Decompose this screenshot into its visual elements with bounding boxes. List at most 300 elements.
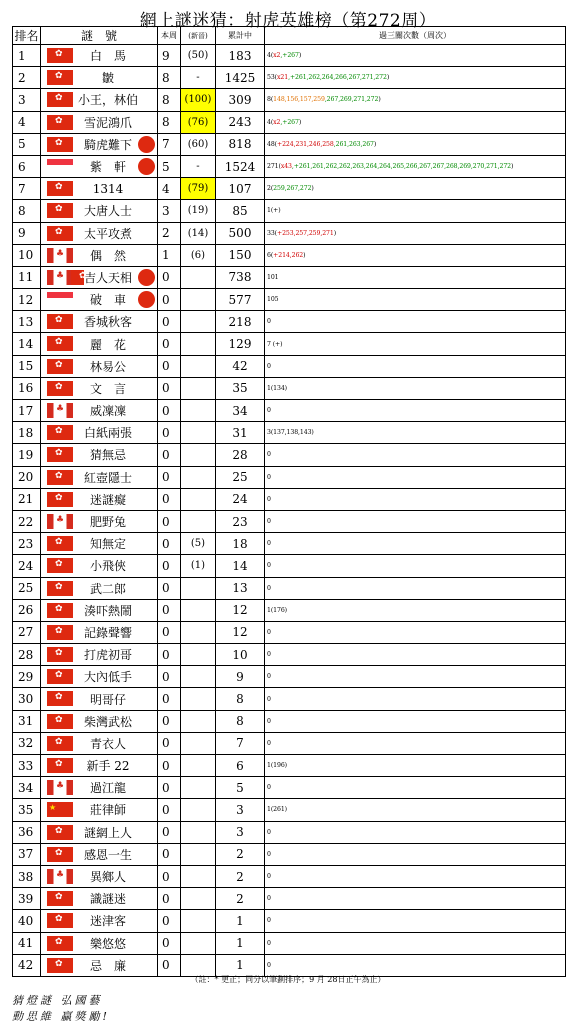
- rank-cell: 2: [13, 67, 41, 89]
- hk-flag-icon: [47, 137, 73, 152]
- history-segment: 1(261): [267, 806, 287, 814]
- name-cell: [41, 488, 158, 510]
- table-row: [13, 710, 566, 732]
- table-row: [13, 932, 566, 954]
- new-cell: [181, 932, 216, 954]
- week-cell: 0: [158, 510, 181, 532]
- rank-cell: 36: [13, 821, 41, 843]
- history-cell: [265, 67, 566, 89]
- table-row: [13, 799, 566, 821]
- history-segment: ): [511, 163, 514, 171]
- table-row: [13, 843, 566, 865]
- table-row: [13, 488, 566, 510]
- rank-cell: 21: [13, 488, 41, 510]
- history-segment: x2: [273, 118, 281, 126]
- history-cell: [265, 821, 566, 843]
- history-segment: 0: [267, 407, 271, 415]
- name-cell: [41, 910, 158, 932]
- week-cell: 0: [158, 599, 181, 621]
- table-row: [13, 865, 566, 887]
- hk-flag-icon: [47, 913, 73, 928]
- riddler-name: 小王，林伯: [77, 93, 138, 108]
- week-cell: 0: [158, 799, 181, 821]
- name-cell: [41, 577, 158, 599]
- riddler-name: 迷津客: [89, 914, 126, 929]
- history-segment: 0: [267, 828, 271, 836]
- name-cell: [41, 155, 158, 177]
- total-cell: 31: [216, 422, 265, 444]
- history-cell: [265, 422, 566, 444]
- rank-cell: 9: [13, 222, 41, 244]
- history-cell: [265, 178, 566, 200]
- name-cell: [41, 400, 158, 422]
- week-cell: 0: [158, 422, 181, 444]
- total-cell: 1: [216, 932, 265, 954]
- history-segment: 0: [267, 917, 271, 925]
- name-cell: [41, 444, 158, 466]
- new-cell: [181, 666, 216, 688]
- rank-cell: 14: [13, 333, 41, 355]
- history-cell: [265, 377, 566, 399]
- riddler-name: 騎虎難下: [83, 137, 132, 152]
- riddler-name: 大內低手: [83, 670, 132, 685]
- rank-cell: 4: [13, 111, 41, 133]
- table-row: [13, 155, 566, 177]
- total-cell: 25: [216, 466, 265, 488]
- riddler-name: 新手 22: [86, 759, 130, 774]
- rank-cell: 32: [13, 732, 41, 754]
- week-cell: 0: [158, 533, 181, 555]
- total-cell: 13: [216, 577, 265, 599]
- table-row: [13, 555, 566, 577]
- table-row: [13, 688, 566, 710]
- rank-cell: 20: [13, 466, 41, 488]
- week-cell: 0: [158, 843, 181, 865]
- total-cell: 5: [216, 777, 265, 799]
- history-cell: [265, 466, 566, 488]
- riddler-name: 異鄉人: [89, 870, 126, 885]
- history-segment: 1(176): [267, 606, 287, 614]
- total-cell: 183: [216, 45, 265, 67]
- week-cell: 2: [158, 222, 181, 244]
- history-cell: [265, 222, 566, 244]
- riddler-name: 過江龍: [89, 781, 126, 796]
- history-segment: ): [298, 118, 302, 126]
- history-segment: 1(+): [267, 207, 281, 215]
- total-cell: 150: [216, 244, 265, 266]
- week-cell: 0: [158, 666, 181, 688]
- rank-cell: 34: [13, 777, 41, 799]
- riddler-name: 皺: [101, 71, 114, 86]
- rank-cell: 10: [13, 244, 41, 266]
- riddler-name: 武二郎: [89, 581, 126, 596]
- name-cell: [41, 89, 158, 111]
- table-row: [13, 266, 566, 288]
- history-segment: ,+261,261,262,262,263,264,264,265,266,267,267,268,269,270,271,272: [291, 163, 512, 171]
- history-segment: 0: [267, 518, 271, 526]
- new-cell: [181, 688, 216, 710]
- total-cell: 6: [216, 755, 265, 777]
- total-cell: 7: [216, 732, 265, 754]
- signature-line-1: 猜燈謎 弘國藝: [12, 994, 103, 1007]
- rank-cell: 25: [13, 577, 41, 599]
- table-row: [13, 111, 566, 133]
- history-segment: 0: [267, 939, 271, 947]
- star-badge-icon: [138, 136, 155, 153]
- table-row: [13, 577, 566, 599]
- history-segment: ): [298, 52, 302, 60]
- history-cell: [265, 688, 566, 710]
- name-cell: [41, 799, 158, 821]
- history-cell: [265, 710, 566, 732]
- history-cell: [265, 865, 566, 887]
- total-cell: 12: [216, 599, 265, 621]
- history-segment: 0: [267, 628, 271, 636]
- history-cell: [265, 133, 566, 155]
- total-cell: 3: [216, 821, 265, 843]
- history-segment: 4(: [267, 52, 274, 60]
- history-cell: [265, 732, 566, 754]
- name-cell: [41, 755, 158, 777]
- hk-flag-icon: [47, 336, 73, 351]
- hk-flag-icon: [47, 181, 73, 196]
- hk-flag-icon: [47, 226, 73, 241]
- total-cell: 85: [216, 200, 265, 222]
- week-cell: 8: [158, 89, 181, 111]
- week-cell: 8: [158, 67, 181, 89]
- riddler-name: 1314: [92, 181, 124, 196]
- total-cell: 24: [216, 488, 265, 510]
- total-cell: 1: [216, 954, 265, 976]
- ca-flag-icon: [47, 270, 73, 285]
- rank-cell: 19: [13, 444, 41, 466]
- history-segment: 271(: [267, 163, 281, 171]
- rank-cell: 17: [13, 400, 41, 422]
- history-segment: ,+261,262,264,266,267,271,272: [288, 74, 387, 82]
- history-segment: 0: [267, 673, 271, 681]
- new-cell: (19): [181, 200, 216, 222]
- week-cell: 0: [158, 488, 181, 510]
- ca-flag-icon: [47, 514, 73, 529]
- ca-flag-icon: [47, 403, 73, 418]
- rank-cell: 23: [13, 533, 41, 555]
- history-segment: 0: [267, 451, 271, 459]
- total-cell: 35: [216, 377, 265, 399]
- new-cell: [181, 311, 216, 333]
- header-rank: 排名: [13, 27, 41, 45]
- table-row: [13, 732, 566, 754]
- history-cell: [265, 888, 566, 910]
- week-cell: 0: [158, 755, 181, 777]
- total-cell: 3: [216, 799, 265, 821]
- history-segment: ): [333, 229, 337, 237]
- total-cell: 8: [216, 710, 265, 732]
- week-cell: 0: [158, 777, 181, 799]
- history-segment: 3(137,138,143): [267, 429, 314, 437]
- name-cell: [41, 311, 158, 333]
- rank-cell: 3: [13, 89, 41, 111]
- new-cell: [181, 888, 216, 910]
- history-cell: [265, 621, 566, 643]
- name-cell: [41, 621, 158, 643]
- history-cell: [265, 910, 566, 932]
- history-segment: 0: [267, 873, 271, 881]
- history-cell: [265, 510, 566, 532]
- hk-flag-icon: [47, 314, 73, 329]
- hk-flag-icon: [47, 447, 73, 462]
- history-cell: [265, 111, 566, 133]
- new-cell: [181, 644, 216, 666]
- rank-cell: 16: [13, 377, 41, 399]
- rank-cell: 30: [13, 688, 41, 710]
- name-cell: [41, 732, 158, 754]
- riddler-name: 麗 花: [89, 337, 126, 352]
- table-row: [13, 533, 566, 555]
- name-cell: [41, 289, 158, 311]
- header-new: (新晉): [181, 27, 216, 45]
- week-cell: 0: [158, 400, 181, 422]
- riddler-name: 知無定: [89, 537, 126, 552]
- rank-cell: 13: [13, 311, 41, 333]
- total-cell: 500: [216, 222, 265, 244]
- hk-flag-icon: [71, 270, 84, 285]
- week-cell: 0: [158, 954, 181, 976]
- rank-cell: 8: [13, 200, 41, 222]
- total-cell: 818: [216, 133, 265, 155]
- total-cell: 42: [216, 355, 265, 377]
- new-cell: [181, 355, 216, 377]
- star-badge-icon: [138, 291, 155, 308]
- history-segment: +214,262: [273, 251, 304, 259]
- page-title: 網上謎迷猜：射虎英雄榜（第272周）: [139, 11, 437, 31]
- riddler-name: 忌 廉: [89, 958, 126, 973]
- riddler-name: 明哥仔: [89, 692, 126, 707]
- rank-cell: 28: [13, 644, 41, 666]
- week-cell: 0: [158, 355, 181, 377]
- hk-flag-icon: [47, 936, 73, 951]
- week-cell: 7: [158, 133, 181, 155]
- week-cell: 0: [158, 289, 181, 311]
- history-cell: [265, 266, 566, 288]
- name-cell: [41, 510, 158, 532]
- table-row: [13, 200, 566, 222]
- week-cell: 0: [158, 311, 181, 333]
- history-cell: [265, 932, 566, 954]
- rank-cell: 41: [13, 932, 41, 954]
- total-cell: 14: [216, 555, 265, 577]
- name-cell: [41, 599, 158, 621]
- history-cell: [265, 799, 566, 821]
- history-segment: 0: [267, 784, 271, 792]
- riddler-name: 青衣人: [89, 736, 126, 751]
- riddler-name: 白 馬: [89, 49, 126, 64]
- new-cell: [181, 289, 216, 311]
- rank-cell: 1: [13, 45, 41, 67]
- history-segment: 0: [267, 695, 271, 703]
- riddler-name: 文 言: [89, 381, 126, 396]
- name-cell: [41, 666, 158, 688]
- history-segment: ,261,263,267: [333, 140, 374, 148]
- rank-cell: 38: [13, 865, 41, 887]
- riddler-name: 紫 軒: [89, 160, 126, 175]
- new-cell: (6): [181, 244, 216, 266]
- ca-flag-icon: [47, 780, 73, 795]
- table-row: [13, 133, 566, 155]
- new-cell: -: [181, 155, 216, 177]
- new-cell: (14): [181, 222, 216, 244]
- history-segment: 0: [267, 318, 271, 326]
- week-cell: 0: [158, 333, 181, 355]
- table-row: [13, 222, 566, 244]
- history-segment: 0: [267, 362, 271, 370]
- history-cell: [265, 666, 566, 688]
- header-week: 本周: [158, 27, 181, 45]
- history-cell: [265, 289, 566, 311]
- history-segment: ,+267: [280, 118, 299, 126]
- name-cell: [41, 45, 158, 67]
- week-cell: 0: [158, 644, 181, 666]
- history-segment: ,267,269,271,272: [324, 96, 379, 104]
- history-segment: 1(134): [267, 384, 287, 392]
- week-cell: 0: [158, 888, 181, 910]
- new-cell: [181, 799, 216, 821]
- riddler-name: 湊吓熱鬧: [83, 603, 132, 618]
- rank-cell: 39: [13, 888, 41, 910]
- total-cell: 2: [216, 865, 265, 887]
- riddler-name: 小飛俠: [89, 559, 126, 574]
- star-badge-icon: [138, 269, 155, 286]
- history-segment: 0: [267, 717, 271, 725]
- hk-flag-icon: [47, 825, 73, 840]
- total-cell: 243: [216, 111, 265, 133]
- riddler-name: 威凜凜: [89, 404, 126, 419]
- week-cell: 0: [158, 621, 181, 643]
- table-row: [13, 466, 566, 488]
- name-cell: [41, 644, 158, 666]
- new-cell: [181, 910, 216, 932]
- table-row: [13, 422, 566, 444]
- rank-cell: 42: [13, 954, 41, 976]
- table-row: [13, 178, 566, 200]
- history-segment: 101: [267, 273, 279, 281]
- riddler-name: 謎網上人: [83, 825, 132, 840]
- name-cell: [41, 222, 158, 244]
- history-segment: 0: [267, 562, 271, 570]
- history-cell: [265, 155, 566, 177]
- riddler-name: 肥野兔: [89, 515, 126, 530]
- hk-flag-icon: [47, 48, 73, 63]
- new-cell: [181, 444, 216, 466]
- history-segment: ): [311, 185, 314, 193]
- rank-cell: 31: [13, 710, 41, 732]
- name-cell: [41, 843, 158, 865]
- riddler-name: 猜無忌: [89, 448, 126, 463]
- table-header-row: [13, 27, 566, 45]
- week-cell: 0: [158, 444, 181, 466]
- new-cell: [181, 599, 216, 621]
- rank-cell: 12: [13, 289, 41, 311]
- riddler-name: 樂悠悠: [89, 936, 126, 951]
- history-cell: [265, 333, 566, 355]
- total-cell: 10: [216, 644, 265, 666]
- new-cell: [181, 488, 216, 510]
- history-segment: 0: [267, 584, 271, 592]
- history-cell: [265, 311, 566, 333]
- table-row: [13, 45, 566, 67]
- name-cell: [41, 333, 158, 355]
- total-cell: 28: [216, 444, 265, 466]
- riddler-name: 偶 然: [89, 248, 126, 263]
- history-segment: +224,231,246,258: [277, 140, 334, 148]
- total-cell: 1: [216, 910, 265, 932]
- table-row: [13, 89, 566, 111]
- total-cell: 18: [216, 533, 265, 555]
- hk-flag-icon: [47, 425, 73, 440]
- hk-flag-icon: [47, 359, 73, 374]
- name-cell: [41, 888, 158, 910]
- total-cell: 1425: [216, 67, 265, 89]
- riddler-name: 破 車: [89, 293, 126, 308]
- riddler-name: 白紙兩張: [83, 426, 132, 441]
- rank-cell: 35: [13, 799, 41, 821]
- history-segment: 0: [267, 540, 271, 548]
- history-segment: ): [303, 251, 306, 259]
- riddler-name: 識謎迷: [89, 892, 126, 907]
- history-cell: [265, 488, 566, 510]
- history-cell: [265, 444, 566, 466]
- hk-flag-icon: [47, 536, 73, 551]
- name-cell: [41, 355, 158, 377]
- name-cell: [41, 466, 158, 488]
- hk-flag-icon: [47, 647, 73, 662]
- new-cell: (5): [181, 533, 216, 555]
- table-row: [13, 777, 566, 799]
- riddler-name: 迷謎癡: [89, 492, 126, 507]
- table-row: [13, 444, 566, 466]
- name-cell: [41, 710, 158, 732]
- table-row: [13, 289, 566, 311]
- name-cell: [41, 422, 158, 444]
- total-cell: 9: [216, 666, 265, 688]
- history-segment: 4(: [267, 118, 274, 126]
- riddler-name: 太平攻煮: [83, 226, 132, 241]
- hk-flag-icon: [47, 381, 73, 396]
- rank-cell: 5: [13, 133, 41, 155]
- name-cell: [41, 377, 158, 399]
- history-cell: [265, 755, 566, 777]
- name-cell: [41, 865, 158, 887]
- table-row: [13, 400, 566, 422]
- rank-cell: 7: [13, 178, 41, 200]
- total-cell: 34: [216, 400, 265, 422]
- history-cell: [265, 555, 566, 577]
- new-cell: [181, 577, 216, 599]
- hk-flag-icon: [47, 625, 73, 640]
- week-cell: 5: [158, 155, 181, 177]
- week-cell: 9: [158, 45, 181, 67]
- rank-cell: 33: [13, 755, 41, 777]
- history-segment: 2(: [267, 185, 274, 193]
- ca-flag-icon: [47, 869, 73, 884]
- table-row: [13, 377, 566, 399]
- new-cell: [181, 422, 216, 444]
- hk-flag-icon: [47, 758, 73, 773]
- new-cell: [181, 843, 216, 865]
- hk-flag-icon: [47, 958, 73, 973]
- name-cell: [41, 821, 158, 843]
- history-cell: [265, 244, 566, 266]
- header-name: 謎 號: [41, 27, 158, 45]
